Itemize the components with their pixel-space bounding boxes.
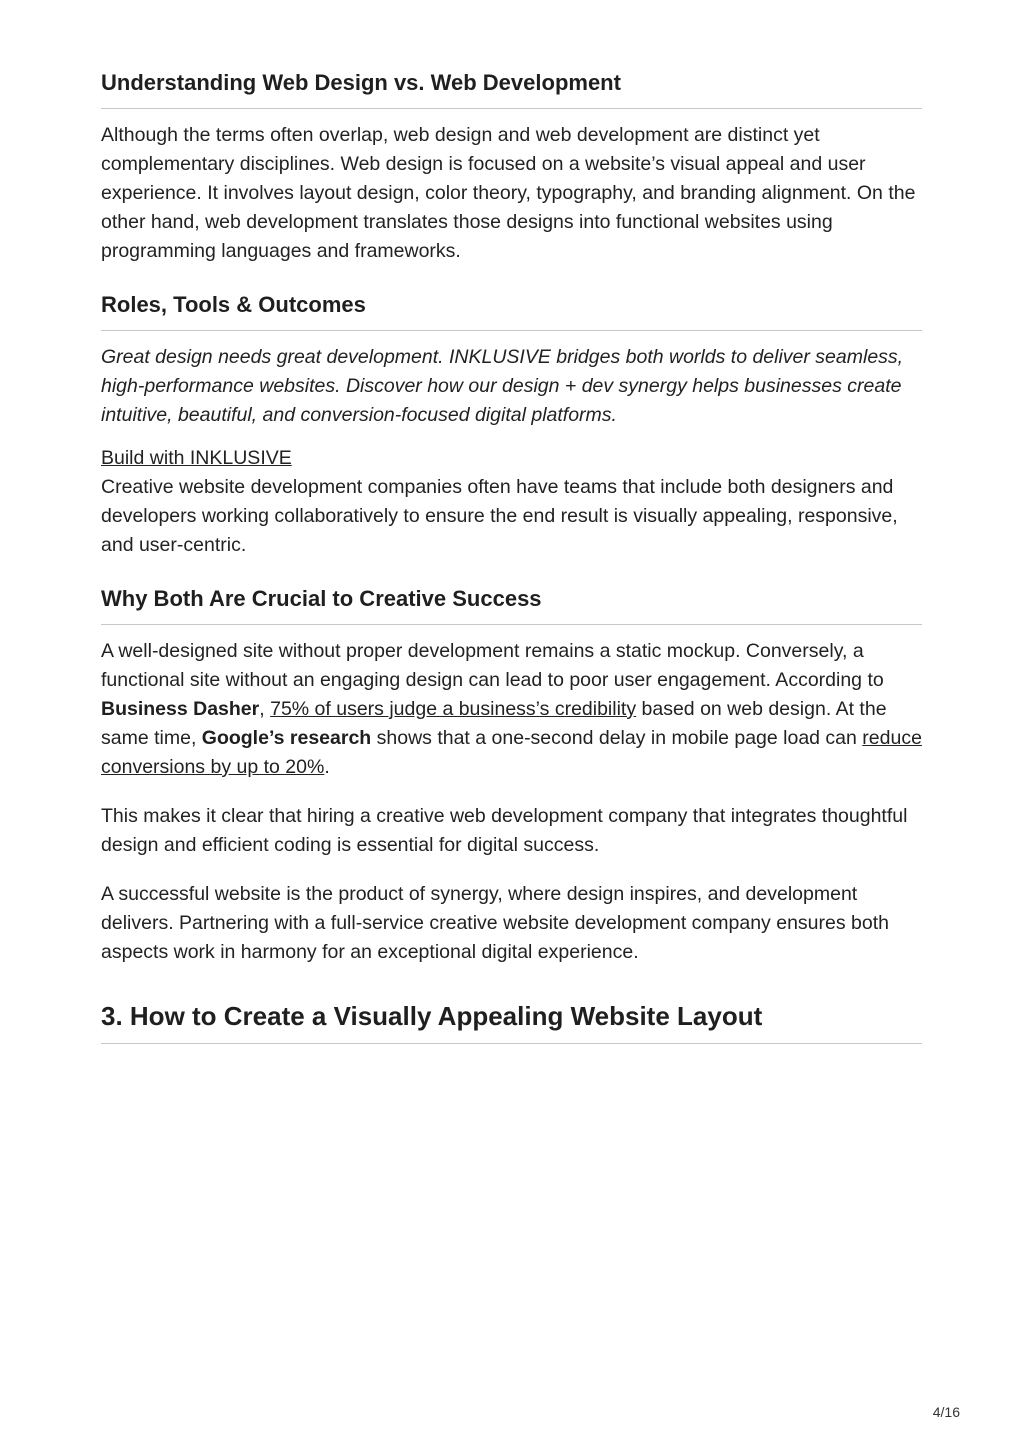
section-heading: Why Both Are Crucial to Creative Success bbox=[101, 582, 922, 625]
paragraph: This makes it clear that hiring a creative web development company that integrates thoughtful design and efficient coding is essential for digital success. bbox=[101, 805, 908, 856]
section-roles-tools-outcomes bbox=[101, 288, 922, 560]
section-web-design-vs-development bbox=[101, 66, 922, 266]
paragraph: A successful website is the product of synergy, where design inspires, and development delivers. Partnering with a full-service creative website development company ensures both aspects work in harmony for an exceptional digital experience. bbox=[101, 883, 889, 963]
promo-quote: Great design needs great development. INKLUSIVE bridges both worlds to deliver seamless, high-performance websites. Discover how our design + dev synergy helps businesses create intuitive, beautiful, and conversion-focused digital platforms. bbox=[101, 346, 904, 426]
build-with-inklusive-link[interactable]: Build with INKLUSIVE bbox=[101, 447, 292, 469]
credibility-stat-link[interactable]: 75% of users judge a business’s credibility bbox=[270, 698, 637, 720]
document-content bbox=[101, 66, 922, 1044]
paragraph-statistics bbox=[101, 637, 922, 782]
section-visually-appealing-layout bbox=[101, 997, 922, 1044]
paragraph: Although the terms often overlap, web design and web development are distinct yet complementary disciplines. Web design is focused on a website’s visual appeal and user experience. It involves layout design, color theory, typography, and branding alignment. On the other hand, web development translates those designs into functional websites using programming languages and frameworks. bbox=[101, 124, 916, 262]
text-run: . bbox=[324, 756, 330, 778]
section-why-both-crucial bbox=[101, 582, 922, 967]
bold-googles-research: Google’s research bbox=[201, 727, 372, 749]
section-heading: Understanding Web Design vs. Web Development bbox=[101, 66, 922, 109]
section-heading: Roles, Tools & Outcomes bbox=[101, 288, 922, 331]
chapter-heading: 3. How to Create a Visually Appealing Website Layout bbox=[101, 997, 922, 1044]
text-run: A well-designed site without proper development remains a static mockup. Conversely, a functional site without an engaging design can lead to poor user engagement. According to bbox=[101, 640, 884, 691]
page-number: 4/16 bbox=[932, 1404, 960, 1420]
text-run: , bbox=[259, 698, 271, 720]
text-run: shows that a one-second delay in mobile page load can bbox=[371, 727, 863, 749]
cta-block bbox=[101, 444, 922, 560]
paragraph: Creative website development companies often have teams that include both designers and developers working collaboratively to ensure the end result is visually appealing, responsive, and user-centric. bbox=[101, 476, 898, 556]
text-run: based on web design. At the same time, bbox=[101, 698, 887, 749]
conversions-stat-link[interactable]: reduce conversions by up to 20% bbox=[101, 727, 922, 778]
bold-business-dasher: Business Dasher bbox=[101, 698, 260, 720]
